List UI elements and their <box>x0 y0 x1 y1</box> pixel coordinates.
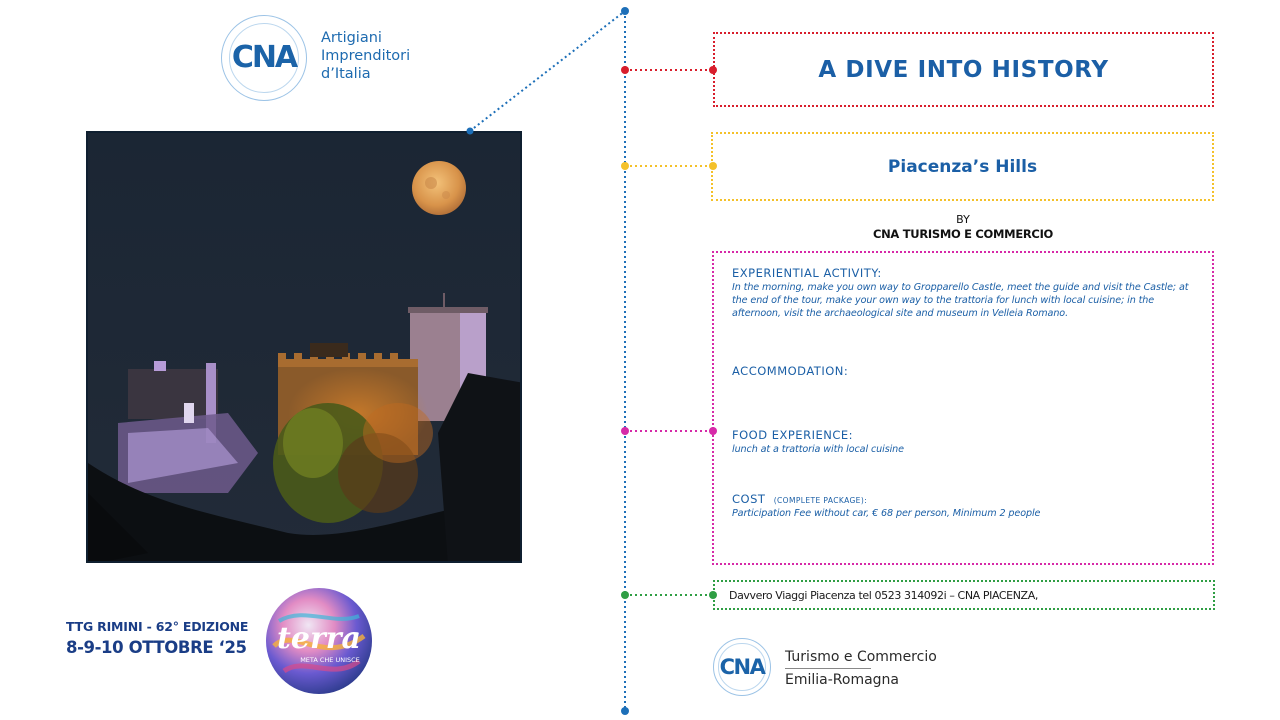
footer-org-name <box>785 647 937 691</box>
activity-description: In the morning, make you own way to Gropparello Castle, meet the guide and visit the Castle; at the end of the tour, make your own way to the trattoria for lunch with local cuisine; in the afternoon, visit the archaeological site and museum in Velleia Romano. <box>732 282 1189 319</box>
timeline-dot-magenta <box>621 427 629 435</box>
organizer-credit <box>713 213 1213 241</box>
org-name <box>321 29 410 83</box>
activity-heading: EXPERIENTIAL ACTIVITY: <box>732 266 882 280</box>
castle-night-image <box>88 133 522 563</box>
terra-word: terra <box>277 621 361 656</box>
cna-footer-logo-text: CNA <box>719 655 765 679</box>
footer-divider <box>785 668 871 669</box>
org-name-line1: Artigiani <box>321 30 382 46</box>
timeline-dot-yellow <box>621 162 629 170</box>
timeline-dot-red <box>621 66 629 74</box>
cost-heading <box>732 492 1194 506</box>
cost-description: Participation Fee without car, € 68 per person, Minimum 2 people <box>732 508 1041 519</box>
cna-footer-logo <box>713 638 771 696</box>
org-name-line3: d’Italia <box>321 66 371 82</box>
event-dates: 8-9-10 OTTOBRE ‘25 <box>66 638 247 657</box>
food-heading: FOOD EXPERIENCE: <box>732 428 853 442</box>
title-box <box>713 32 1214 107</box>
cost-label: COST <box>732 492 766 506</box>
cna-logo-text: CNA <box>231 40 297 76</box>
footer-org-line1: Turismo e Commercio <box>785 649 937 665</box>
details-box <box>712 251 1214 565</box>
activity-section <box>732 266 1194 320</box>
contact-info: Davvero Viaggi Piacenza tel 0523 314092i – CNA PIACENZA, <box>729 588 1038 602</box>
footer-org-line2: Emilia-Romagna <box>785 672 900 688</box>
cna-logo-badge <box>221 15 307 101</box>
accommodation-section <box>732 364 1194 378</box>
food-section <box>732 428 1194 456</box>
timeline-dot-green <box>621 591 629 599</box>
org-name-line2: Imprenditori <box>321 48 411 64</box>
cna-footer-badge <box>713 638 771 696</box>
cna-footer-inner-ring <box>718 643 765 690</box>
cost-package-note: (COMPLETE PACKAGE): <box>773 496 868 505</box>
event-edition: TTG RIMINI - 62° EDIZIONE <box>66 619 249 634</box>
castle-photo <box>86 131 522 563</box>
accommodation-heading: ACCOMMODATION: <box>732 364 849 378</box>
organizer-name: CNA TURISMO E COMMERCIO <box>872 227 1054 241</box>
food-description: lunch at a trattoria with local cuisine <box>732 444 904 455</box>
page-subtitle: Piacenza’s Hills <box>887 156 1038 177</box>
castle-left-wing <box>128 369 218 419</box>
timeline-diagonal-line <box>470 11 625 131</box>
terra-tagline: META CHE UNISCE <box>300 656 360 664</box>
cna-logo <box>221 15 307 101</box>
subtitle-box <box>711 132 1214 201</box>
timeline-dot-top <box>621 7 629 15</box>
cna-logo-inner-ring <box>229 23 300 94</box>
cost-section <box>732 492 1194 520</box>
event-info <box>66 619 248 657</box>
page-title: A DIVE INTO HISTORY <box>818 56 1109 83</box>
terra-badge <box>264 586 374 696</box>
contact-box <box>713 580 1215 610</box>
timeline-dot-bottom <box>621 707 629 715</box>
full-moon <box>412 161 466 215</box>
by-label: BY <box>956 213 970 226</box>
